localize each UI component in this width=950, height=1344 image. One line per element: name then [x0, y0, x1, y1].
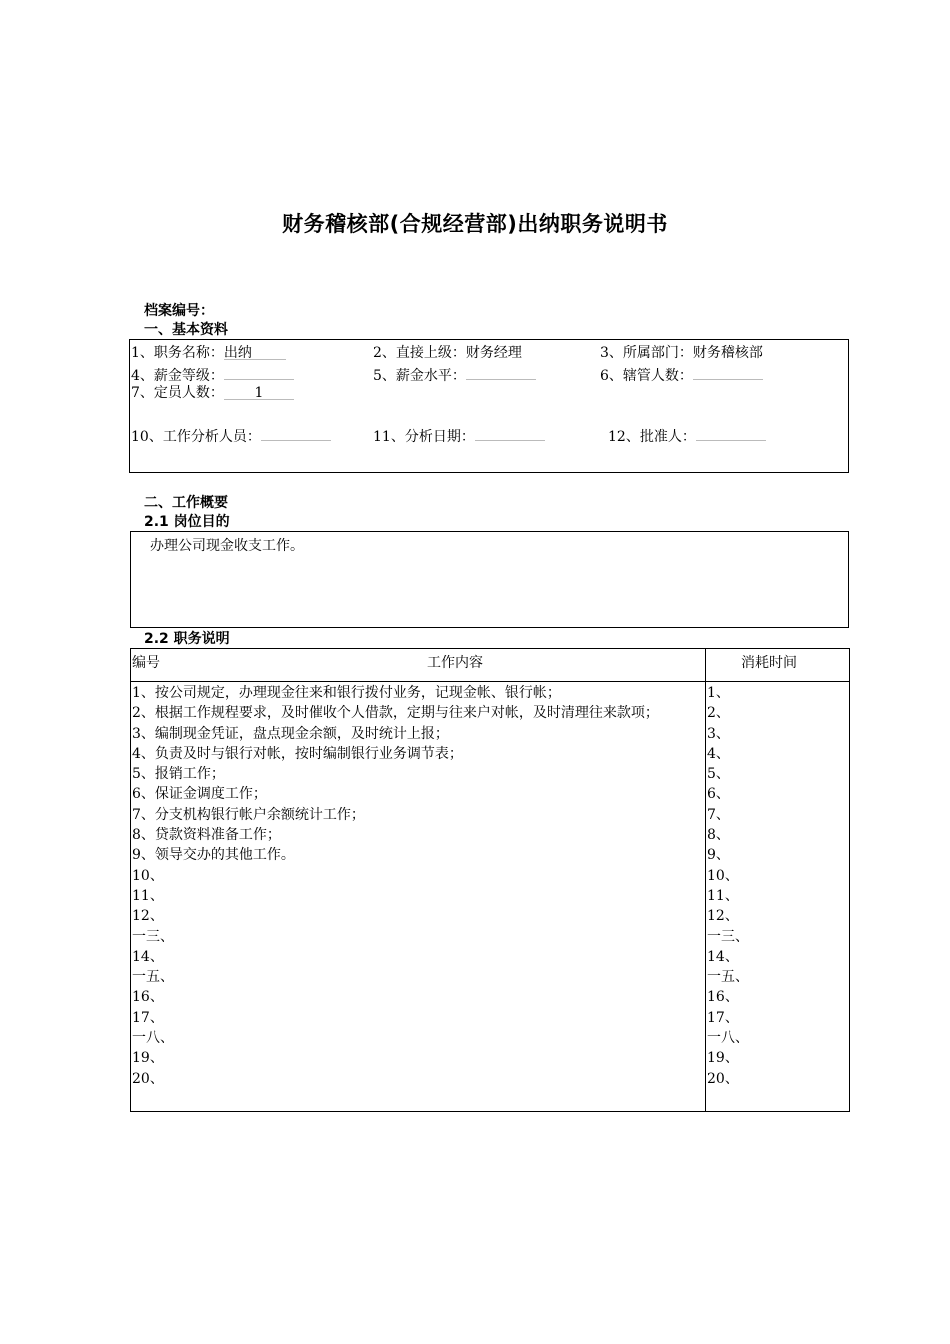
superior-value: 财务经理: [465, 345, 522, 361]
salary-grade-blank: [224, 363, 294, 380]
staff-count-field: [131, 383, 294, 403]
duty-item: 20、: [132, 1070, 164, 1087]
subordinates-label: 6、辖管人数：: [600, 368, 693, 384]
job-name-value: 出纳: [224, 343, 286, 360]
approver-blank: [696, 424, 766, 441]
salary-level-field: [373, 363, 536, 386]
duty-item: 3、编制现金凭证，盘点现金余额，及时统计上报；: [132, 725, 449, 742]
analysis-date-blank: [475, 424, 545, 441]
duty-item: 17、: [132, 1009, 164, 1026]
work-overview-heading: 二、工作概要: [144, 495, 228, 511]
duty-item: 9、领导交办的其他工作。: [132, 847, 295, 864]
duty-list: [132, 683, 706, 1089]
time-item: 2、: [707, 705, 730, 722]
job-name-label: 1、职务名称：: [131, 345, 224, 361]
time-item: 1、: [707, 685, 730, 701]
duty-item: 一八、: [132, 1030, 174, 1047]
approver-field: [608, 424, 766, 447]
duty-item: 8、贷款资料准备工作；: [132, 827, 281, 844]
job-purpose-text: 办理公司现金收支工作。: [150, 538, 304, 554]
subordinates-field: [600, 363, 763, 386]
analysis-date-label: 11、分析日期：: [373, 429, 475, 445]
approver-label: 12、批准人：: [608, 429, 696, 445]
salary-level-label: 5、薪金水平：: [373, 368, 466, 384]
time-item: 3、: [707, 725, 730, 742]
job-purpose-heading: 2.1 岗位目的: [144, 514, 230, 530]
time-item: 9、: [707, 847, 730, 864]
duty-item: 7、分支机构银行帐户余额统计工作；: [132, 806, 365, 823]
duty-item: 2、根据工作规程要求，及时催收个人借款，定期与往来户对帐，及时清理往来款项；: [132, 705, 659, 722]
superior-field: [373, 343, 522, 363]
duty-item: 14、: [132, 948, 164, 965]
time-item: 一五、: [707, 969, 749, 986]
duty-item: 12、: [132, 908, 164, 925]
superior-label: 2、直接上级：: [373, 345, 466, 361]
staff-count-label: 7、定员人数：: [131, 385, 224, 401]
col-time-header: 消耗时间: [741, 655, 797, 671]
duty-item: 4、负责及时与银行对帐，按时编制银行业务调节表；: [132, 745, 463, 762]
duty-item: 11、: [132, 887, 164, 904]
time-item: 11、: [707, 887, 739, 904]
duty-item: 一三、: [132, 928, 174, 945]
archive-number-label: 档案编号：: [144, 303, 214, 319]
duty-item: 16、: [132, 989, 164, 1006]
time-item: 一三、: [707, 928, 749, 945]
basic-info-heading: 一、基本资料: [144, 322, 228, 338]
duties-heading: 2.2 职务说明: [144, 631, 230, 647]
time-item: 16、: [707, 989, 739, 1006]
subordinates-blank: [693, 363, 763, 380]
col-content-header: 工作内容: [427, 655, 483, 671]
time-item: 5、: [707, 766, 730, 783]
document-title: 财务稽核部(合规经营部)出纳职务说明书: [282, 212, 668, 236]
time-item: 17、: [707, 1009, 739, 1026]
department-field: [600, 343, 763, 363]
time-item: 4、: [707, 745, 730, 762]
job-name-field: [131, 343, 286, 363]
duty-item: 5、报销工作；: [132, 766, 225, 783]
time-item: 6、: [707, 786, 730, 803]
col-number-header: 编号: [132, 655, 160, 671]
department-label: 3、所属部门：: [600, 345, 693, 361]
duty-item: 一五、: [132, 969, 174, 986]
duties-table: [130, 648, 850, 1112]
duty-item: 19、: [132, 1050, 164, 1067]
analysis-date-field: [373, 424, 545, 447]
salary-grade-label: 4、薪金等级：: [131, 368, 224, 384]
time-item: 19、: [707, 1050, 739, 1067]
time-list: [707, 683, 847, 1089]
time-item: 一八、: [707, 1030, 749, 1047]
duty-item: 10、: [132, 867, 164, 884]
analyst-field: [131, 424, 331, 447]
time-item: 14、: [707, 948, 739, 965]
time-item: 20、: [707, 1070, 739, 1087]
salary-level-blank: [466, 363, 536, 380]
analyst-label: 10、工作分析人员：: [131, 429, 261, 445]
time-item: 10、: [707, 867, 739, 884]
department-value: 财务稽核部: [692, 345, 763, 361]
staff-count-value: 1: [224, 383, 294, 400]
time-item: 12、: [707, 908, 739, 925]
time-item: 8、: [707, 827, 730, 844]
job-purpose-box: [130, 531, 849, 628]
header-divider: [131, 681, 849, 682]
basic-info-box: [129, 339, 849, 473]
analyst-blank: [261, 424, 331, 441]
time-item: 7、: [707, 806, 730, 823]
duty-item: 1、按公司规定，办理现金往来和银行拨付业务，记现金帐、银行帐；: [132, 685, 561, 701]
duty-item: 6、保证金调度工作；: [132, 786, 267, 803]
